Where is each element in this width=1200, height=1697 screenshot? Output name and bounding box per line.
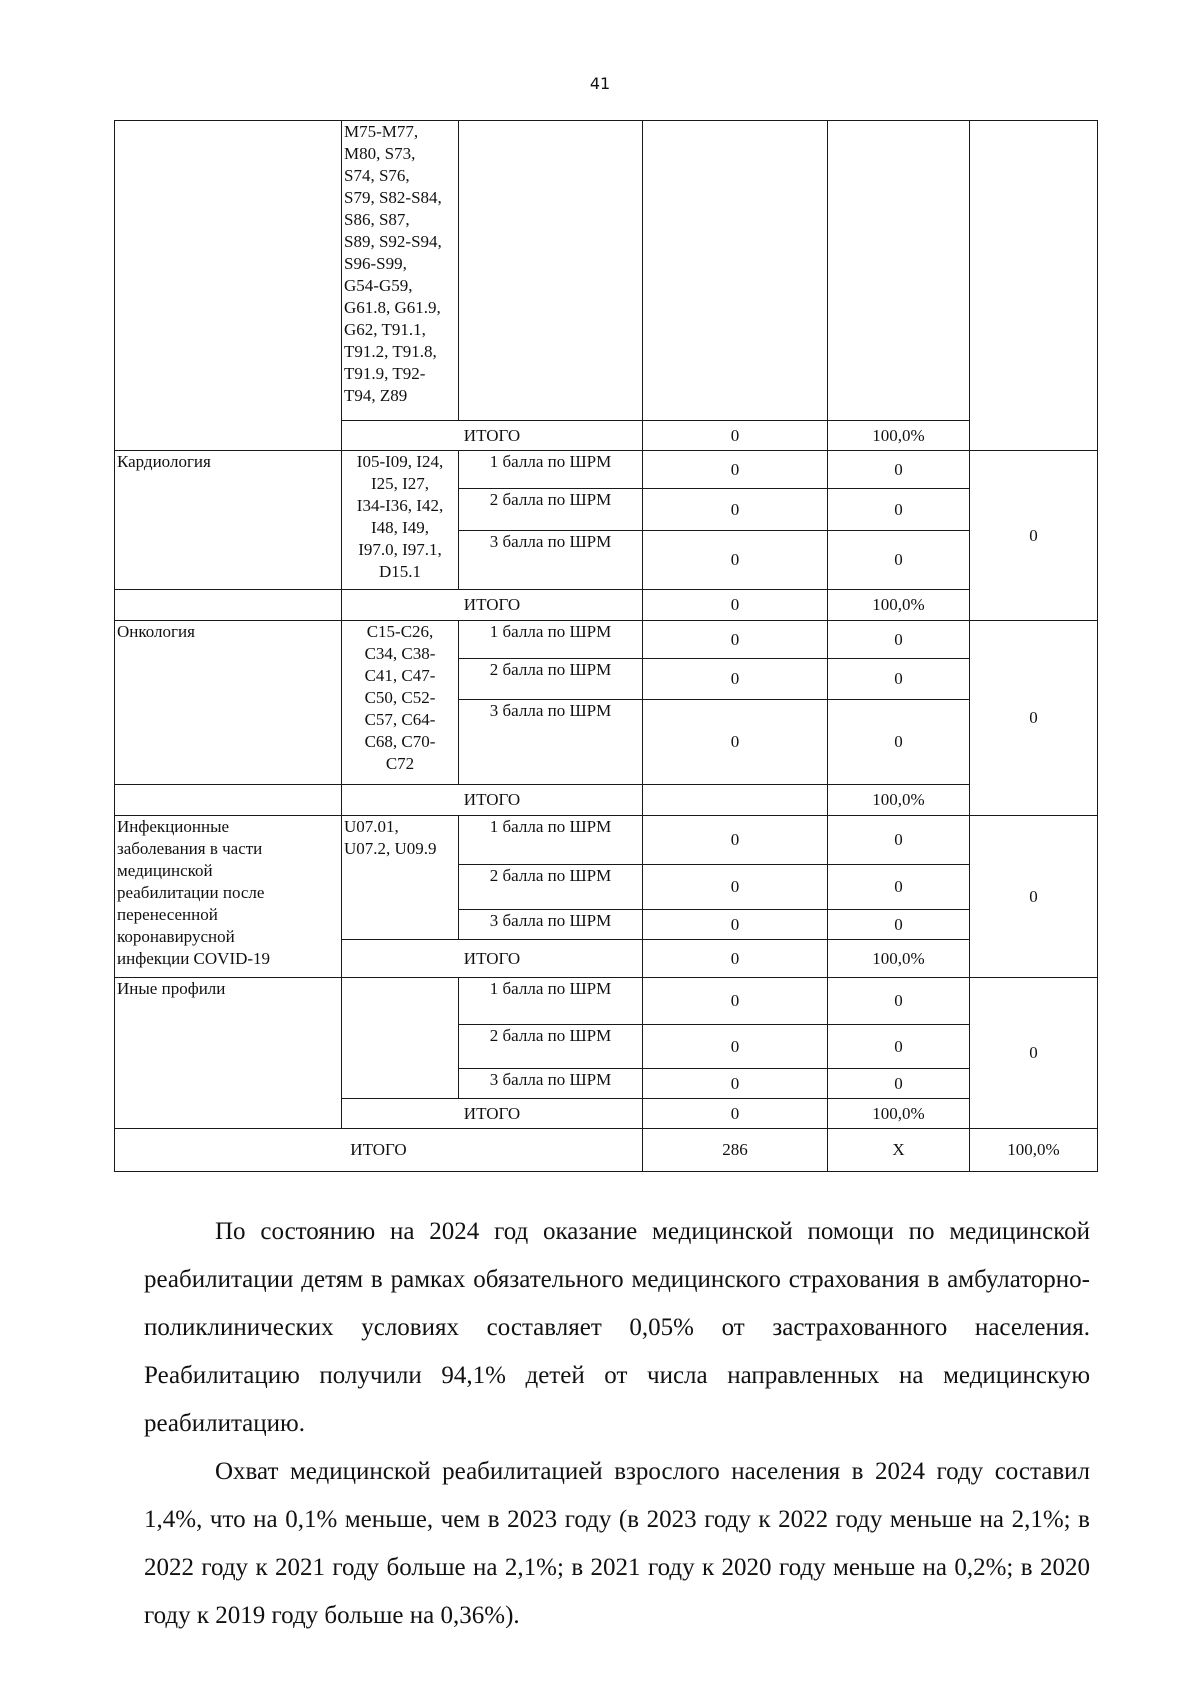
- score-cell: 2 балла по ШРМ: [459, 865, 643, 910]
- count-cell: 0: [643, 531, 828, 590]
- percent-cell: 0: [828, 816, 970, 865]
- grand-total-label: ИТОГО: [115, 1129, 643, 1172]
- table-row: [115, 121, 1098, 421]
- total-count: [643, 785, 828, 816]
- grand-total-percent: 100,0%: [970, 1129, 1098, 1172]
- score-cell: 3 балла по ШРМ: [459, 531, 643, 590]
- codes-cell: I05-I09, I24, I25, I27, I34-I36, I42, I48, I49, I97.0, I97.1, D15.1: [342, 451, 459, 590]
- profile-cell-empty: [115, 785, 342, 816]
- count-cell: 0: [643, 910, 828, 940]
- profile-cell-empty: [115, 590, 342, 621]
- profile-name: Онкология: [115, 621, 342, 785]
- profile-name: Иные профили: [115, 978, 342, 1129]
- score-cell: 3 балла по ШРМ: [459, 1069, 643, 1099]
- score-cell: 1 балла по ШРМ: [459, 978, 643, 1025]
- total-count: 0: [643, 940, 828, 978]
- count-cell: 0: [643, 1025, 828, 1069]
- grand-total-mark: Х: [828, 1129, 970, 1172]
- total-count: 0: [643, 421, 828, 451]
- count-cell: 0: [643, 659, 828, 700]
- count-cell: 0: [643, 451, 828, 489]
- count-cell: 0: [643, 816, 828, 865]
- page-number: 41: [589, 74, 611, 93]
- table-row: [115, 621, 1098, 659]
- table-total-row: [115, 785, 1098, 816]
- score-cell: 2 балла по ШРМ: [459, 489, 643, 531]
- grand-total-count: 286: [643, 1129, 828, 1172]
- score-cell-empty: [459, 121, 643, 421]
- count-cell: 0: [643, 700, 828, 785]
- total-count: 0: [643, 1099, 828, 1129]
- percent-cell: 0: [828, 451, 970, 489]
- total-label: ИТОГО: [342, 1099, 643, 1129]
- score-cell: 2 балла по ШРМ: [459, 659, 643, 700]
- percent-cell: 0: [828, 1025, 970, 1069]
- score-cell: 3 балла по ШРМ: [459, 700, 643, 785]
- rehabilitation-table: [114, 120, 1098, 1172]
- total-percent: 100,0%: [828, 590, 970, 621]
- share-cell: 0: [970, 978, 1098, 1129]
- table-row: [115, 978, 1098, 1025]
- percent-cell: 0: [828, 489, 970, 531]
- percent-cell: 0: [828, 1069, 970, 1099]
- total-percent: 100,0%: [828, 1099, 970, 1129]
- total-count: 0: [643, 590, 828, 621]
- total-label: ИТОГО: [342, 940, 643, 978]
- total-label: ИТОГО: [342, 785, 643, 816]
- total-label: ИТОГО: [342, 421, 643, 451]
- table-row: [115, 451, 1098, 489]
- share-cell: 0: [970, 816, 1098, 978]
- total-percent: 100,0%: [828, 785, 970, 816]
- profile-name: Инфекционные заболевания в части медицинской реабилитации после перенесенной коронавирусной инфекции COVID-19: [115, 816, 342, 978]
- count-cell: 0: [643, 489, 828, 531]
- count-cell: 0: [643, 1069, 828, 1099]
- table-total-row: [115, 590, 1098, 621]
- percent-cell: 0: [828, 531, 970, 590]
- total-label: ИТОГО: [342, 590, 643, 621]
- score-cell: 1 балла по ШРМ: [459, 451, 643, 489]
- profile-cell-empty: [115, 121, 342, 451]
- codes-cell: M75-M77, M80, S73, S74, S76, S79, S82-S84, S86, S87, S89, S92-S94, S96-S99, G54-G59, G61.8, G61.9, G62, T91.1, T91.2, T91.8, T91.9, T92- T94, Z89: [342, 121, 459, 421]
- count-cell-empty: [643, 121, 828, 421]
- paragraph-children-rehab: По состоянию на 2024 год оказание медицинской помощи по медицинской реабилитации детям в рамках обязательного медицинского страхования в амбулаторно-поликлинических условиях составляет 0,05% от застрахованного населения. Реабилитацию получили 94,1% детей от числа направленных на медицинскую реабилитацию.: [144, 1218, 1090, 1437]
- score-cell: 2 балла по ШРМ: [459, 1025, 643, 1069]
- profile-name: Кардиология: [115, 451, 342, 590]
- percent-cell: 0: [828, 978, 970, 1025]
- count-cell: 0: [643, 978, 828, 1025]
- percent-cell: 0: [828, 700, 970, 785]
- percent-cell: 0: [828, 621, 970, 659]
- total-percent: 100,0%: [828, 421, 970, 451]
- table-row: [115, 816, 1098, 865]
- score-cell: 3 балла по ШРМ: [459, 910, 643, 940]
- percent-cell-empty: [828, 121, 970, 421]
- codes-cell-empty: [342, 978, 459, 1099]
- share-cell: 0: [970, 621, 1098, 816]
- paragraph-adult-coverage: Охват медицинской реабилитацией взрослого населения в 2024 году составил 1,4%, что на 0,1% меньше, чем в 2023 году (в 2023 году к 2022 году меньше на 2,1%; в 2022 году к 2021 году больше на 2,1%; в 2021 году к 2020 году меньше на 0,2%; в 2020 году к 2019 году больше на 0,36%).: [144, 1458, 1090, 1629]
- percent-cell: 0: [828, 910, 970, 940]
- percent-cell: 0: [828, 865, 970, 910]
- count-cell: 0: [643, 865, 828, 910]
- codes-cell: U07.01, U07.2, U09.9: [342, 816, 459, 940]
- score-cell: 1 балла по ШРМ: [459, 816, 643, 865]
- codes-cell: C15-C26, C34, C38- C41, C47- C50, C52- C57, C64- C68, C70- C72: [342, 621, 459, 785]
- grand-total-row: [115, 1129, 1098, 1172]
- percent-cell: 0: [828, 659, 970, 700]
- share-cell: 0: [970, 451, 1098, 621]
- total-percent: 100,0%: [828, 940, 970, 978]
- count-cell: 0: [643, 621, 828, 659]
- share-cell-empty: [970, 121, 1098, 451]
- score-cell: 1 балла по ШРМ: [459, 621, 643, 659]
